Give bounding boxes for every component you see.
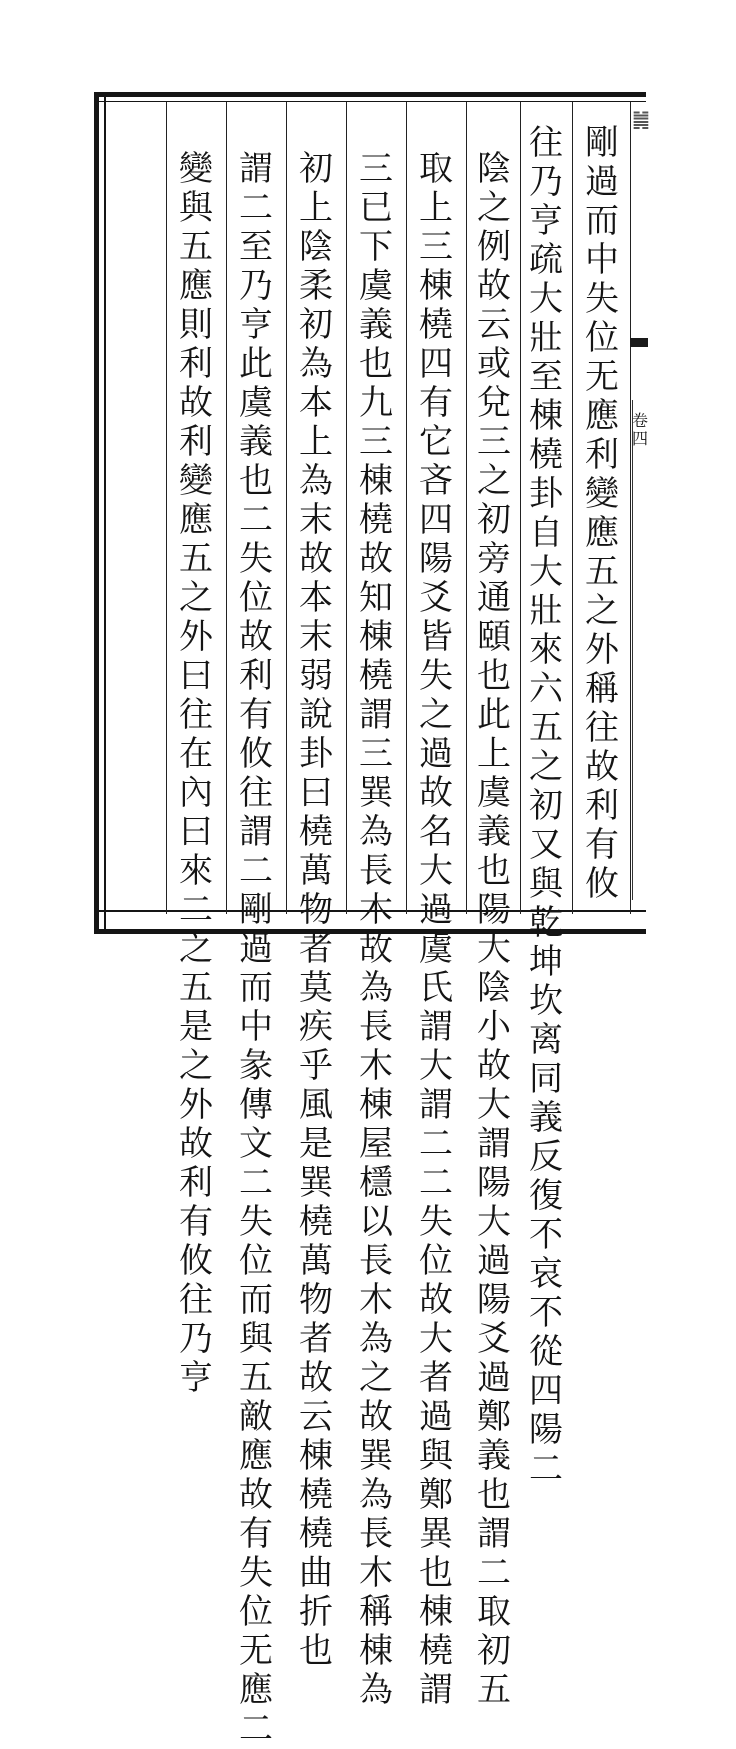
column-rule (286, 102, 287, 914)
column-rule (466, 102, 467, 914)
text-column-3: 陰之例故云或兌三之初旁通頤也此上虞義也陽大陰小故大謂陽大過陽爻過鄭義也謂二取初五 (477, 149, 511, 1710)
text-column-8: 變與五應則利故利變應五之外曰往在內曰來二之五是之外故利有攸往乃亨 (179, 149, 213, 1398)
frame-top-border (94, 92, 646, 102)
column-rule (346, 102, 347, 914)
column-rule (406, 102, 407, 914)
text-column-7: 謂二至乃亨此虞義也二失位故利有攸往謂二剛過而中彖傳文二失位而與五敵應故有失位无應二 (239, 149, 273, 1749)
fore-edge-glyph: ䷛ (632, 107, 650, 131)
text-column-2: 往乃亨疏大壯至棟橈卦自大壯來六五之初又與乾坤坎离同義反復不哀不從四陽二 (529, 123, 563, 1489)
text-column-4: 取上三棟橈四有它吝四陽爻皆失之過故名大過虞氏謂大謂二二失位故大者過與鄭異也棟橈謂 (419, 149, 453, 1710)
frame-left-border (94, 92, 106, 934)
fore-edge-rule (632, 400, 633, 900)
column-rule (226, 102, 227, 914)
column-rule (630, 102, 631, 914)
fore-edge-volume-label: 卷四 (632, 411, 649, 448)
column-rule (572, 102, 573, 914)
text-column-6: 初上陰柔初為本上為末故本末弱說卦曰橈萬物者莫疾乎風是巽橈萬物者故云棟橈橈曲折也 (299, 149, 333, 1671)
fore-edge-fishtail-mark (630, 338, 648, 347)
column-rule (166, 102, 167, 914)
text-column-5: 三已下虞義也九三棟橈故知棟橈謂三巽為長木故為長木棟屋檼以長木為之故巽為長木稱棟為 (359, 149, 393, 1710)
text-column-1: 剛過而中失位无應利變應五之外稱往故利有攸 (585, 123, 619, 904)
column-rule (520, 102, 521, 914)
